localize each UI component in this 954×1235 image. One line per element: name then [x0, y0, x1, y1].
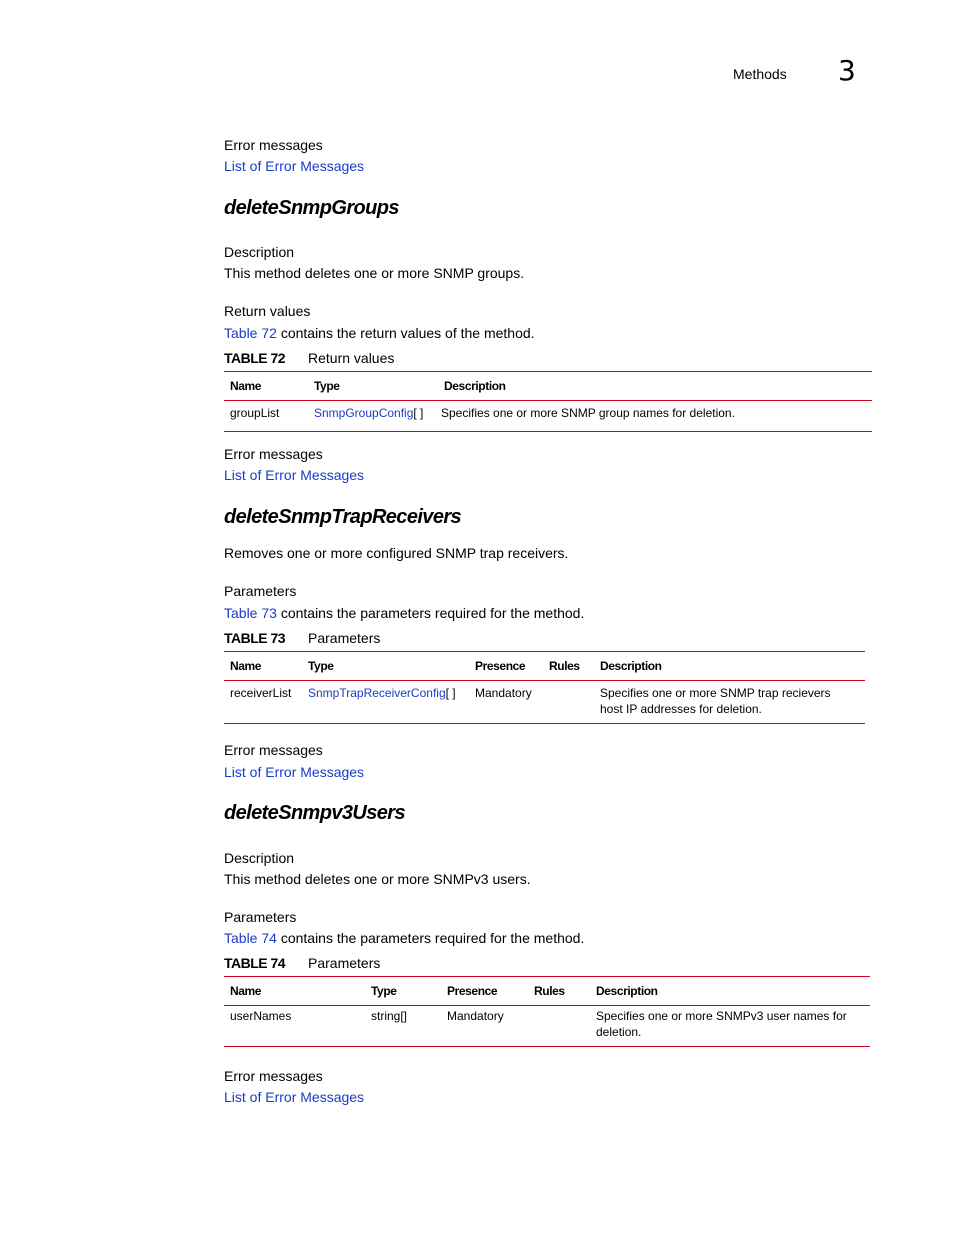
column-header: Name: [224, 372, 308, 401]
table-72: [224, 371, 872, 432]
table-reference-text: contains the parameters required for the method.: [276, 930, 585, 946]
description-text: This method deletes one or more SNMP groups.: [224, 265, 525, 281]
table-reference-sentence: [224, 605, 584, 621]
table-row: [224, 1006, 870, 1047]
running-header-section: Methods: [733, 66, 787, 82]
return-values-heading: Return values: [224, 303, 311, 319]
section-title-delete-snmp-trap-receivers: deleteSnmpTrapReceivers: [224, 506, 462, 528]
column-header: Presence: [441, 977, 528, 1006]
column-header: Type: [302, 652, 469, 681]
cell-type: [308, 401, 438, 432]
table-title: Parameters: [308, 955, 381, 971]
error-messages-heading: Error messages: [224, 742, 323, 758]
table-reference-text: contains the return values of the method.: [276, 325, 535, 341]
section-title-delete-snmpv3-users: deleteSnmpv3Users: [224, 802, 406, 824]
table-reference-text: contains the parameters required for the method.: [276, 605, 585, 621]
column-header: Name: [224, 652, 302, 681]
description-text: This method deletes one or more SNMPv3 users.: [224, 871, 531, 887]
type-suffix: [ ]: [445, 686, 456, 700]
table-72-link[interactable]: Table 72: [224, 325, 277, 341]
cell-rules: [543, 681, 594, 724]
description-line: deletion.: [596, 1025, 642, 1039]
cell-rules: [528, 1006, 590, 1047]
column-header: Description: [438, 372, 872, 401]
error-messages-heading: Error messages: [224, 1068, 323, 1084]
cell-presence: Mandatory: [469, 681, 543, 724]
cell-description: Specifies one or more SNMP group names for deletion.: [438, 401, 872, 432]
table-number: TABLE 72: [224, 350, 286, 366]
table-header-row: [224, 652, 865, 681]
table-row: [224, 681, 865, 724]
list-of-error-messages-link[interactable]: List of Error Messages: [224, 764, 365, 780]
cell-name: userNames: [224, 1006, 365, 1047]
description-line: Specifies one or more SNMP trap recievers: [600, 686, 831, 700]
type-link[interactable]: SnmpTrapReceiverConfig: [308, 686, 446, 700]
chapter-number: 3: [838, 54, 856, 87]
cell-name: groupList: [224, 401, 308, 432]
description-line: host IP addresses for deletion.: [600, 702, 762, 716]
cell-type: [302, 681, 469, 724]
description-heading: Description: [224, 850, 295, 866]
table-title: Parameters: [308, 630, 381, 646]
error-messages-heading: Error messages: [224, 137, 323, 153]
table-74: [224, 976, 870, 1047]
table-reference-sentence: [224, 325, 535, 341]
cell-presence: Mandatory: [441, 1006, 528, 1047]
cell-type: string[]: [365, 1006, 441, 1047]
table-reference-sentence: [224, 930, 584, 946]
column-header: Rules: [528, 977, 590, 1006]
table-73: [224, 651, 865, 724]
table-74-link[interactable]: Table 74: [224, 930, 277, 946]
parameters-heading: Parameters: [224, 583, 297, 599]
column-header: Name: [224, 977, 365, 1006]
table-header-row: [224, 977, 870, 1006]
parameters-heading: Parameters: [224, 909, 297, 925]
type-suffix: [ ]: [413, 406, 424, 420]
column-header: Type: [308, 372, 438, 401]
table-number: TABLE 74: [224, 955, 286, 971]
column-header: Type: [365, 977, 441, 1006]
cell-description: [590, 1006, 870, 1047]
table-header-row: [224, 372, 872, 401]
intro-text: Removes one or more configured SNMP trap receivers.: [224, 545, 569, 561]
table-number: TABLE 73: [224, 630, 286, 646]
list-of-error-messages-link[interactable]: List of Error Messages: [224, 158, 365, 174]
error-messages-heading: Error messages: [224, 446, 323, 462]
cell-description: [594, 681, 865, 724]
list-of-error-messages-link[interactable]: List of Error Messages: [224, 1089, 365, 1105]
cell-name: receiverList: [224, 681, 302, 724]
column-header: Description: [590, 977, 870, 1006]
table-row: [224, 401, 872, 432]
column-header: Rules: [543, 652, 594, 681]
section-title-delete-snmp-groups: deleteSnmpGroups: [224, 197, 399, 219]
type-link[interactable]: SnmpGroupConfig: [314, 406, 414, 420]
table-73-link[interactable]: Table 73: [224, 605, 277, 621]
description-heading: Description: [224, 244, 295, 260]
description-line: Specifies one or more SNMPv3 user names for: [596, 1009, 847, 1023]
column-header: Description: [594, 652, 865, 681]
column-header: Presence: [469, 652, 543, 681]
list-of-error-messages-link[interactable]: List of Error Messages: [224, 467, 365, 483]
table-title: Return values: [308, 350, 395, 366]
